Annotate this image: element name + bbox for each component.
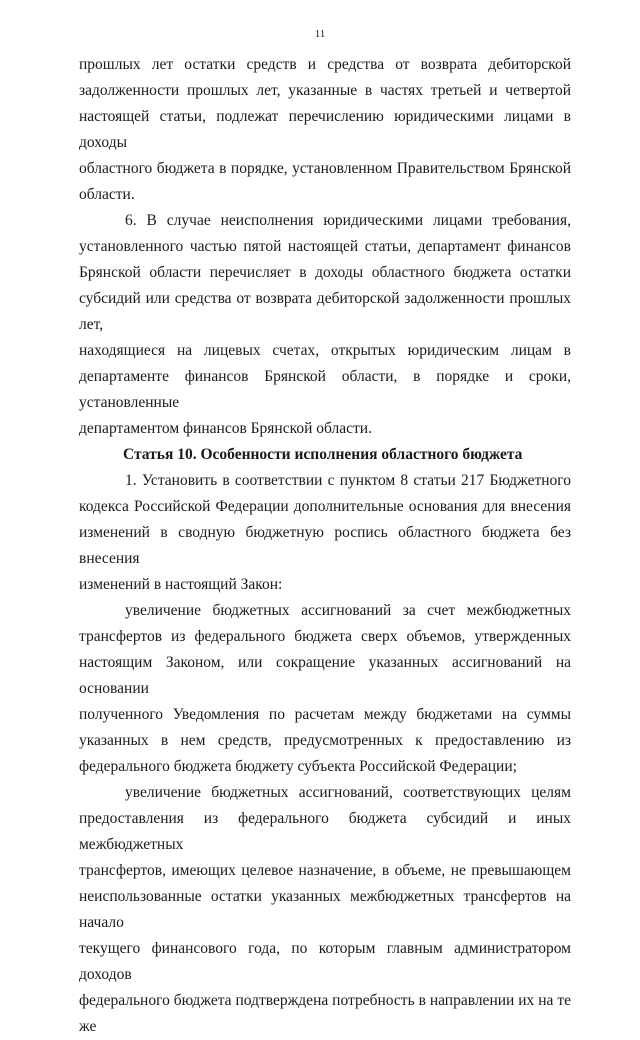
- text-line: находящиеся на лицевых счетах, открытых юридическим лицам в: [79, 342, 571, 359]
- text-line: Брянской области перечисляет в доходы областного бюджета остатки: [79, 264, 571, 281]
- text-line: установленного частью пятой настоящей статьи, департамент финансов: [79, 238, 571, 255]
- text-line: области.: [79, 186, 135, 203]
- text-line: субсидий или средства от возврата дебиторской задолженности прошлых лет,: [79, 290, 571, 333]
- text-line: трансфертов из федерального бюджета сверх объемов, утвержденных: [79, 628, 571, 645]
- text-line: изменений в сводную бюджетную роспись областного бюджета без внесения: [79, 524, 571, 567]
- text-line: предоставления из федерального бюджета субсидий и иных межбюджетных: [79, 810, 571, 853]
- page-number: 11: [314, 28, 326, 40]
- text-line: текущего финансового года, по которым главным администратором доходов: [79, 940, 571, 983]
- paragraph-clause: [79, 780, 571, 1040]
- paragraph-clause: [79, 598, 571, 780]
- text-line: настоящим Законом, или сокращение указанных ассигнований на основании: [79, 654, 571, 697]
- text-line: задолженности прошлых лет, указанные в частях третьей и четвертой: [79, 82, 571, 99]
- text-line: увеличение бюджетных ассигнований за счет межбюджетных: [125, 602, 571, 619]
- text-line: кодекса Российской Федерации дополнительные основания для внесения: [79, 498, 571, 515]
- text-line: неиспользованные остатки указанных межбюджетных трансфертов на начало: [79, 888, 571, 931]
- text-line: полученного Уведомления по расчетам между бюджетами на суммы: [79, 706, 571, 723]
- text-line: департаменте финансов Брянской области, в порядке и сроки, установленные: [79, 368, 571, 411]
- text-line: настоящей статьи, подлежат перечислению юридическими лицами в доходы: [79, 108, 571, 151]
- text-line: изменений в настоящий Закон:: [79, 576, 283, 593]
- text-line: федерального бюджета бюджету субъекта Российской Федерации;: [79, 758, 517, 775]
- paragraph-item-1: [79, 468, 571, 598]
- text-line: увеличение бюджетных ассигнований, соответствующих целям: [125, 784, 571, 801]
- paragraph-continuation: [79, 52, 571, 208]
- text-line: прошлых лет остатки средств и средства от возврата дебиторской: [79, 56, 571, 73]
- article-heading: Статья 10. Особенности исполнения областного бюджета: [123, 446, 523, 463]
- text-line: 6. В случае неисполнения юридическими лицами требования,: [125, 212, 571, 229]
- text-line: трансфертов, имеющих целевое назначение, в объеме, не превышающем: [79, 862, 571, 879]
- text-line: департаментом финансов Брянской области.: [79, 420, 372, 437]
- text-line: федерального бюджета подтверждена потребность в направлении их на те же: [79, 992, 571, 1035]
- text-line: областного бюджета в порядке, установленном Правительством Брянской: [79, 160, 571, 177]
- paragraph-item-6: [79, 208, 571, 442]
- document-body: [79, 52, 571, 1040]
- text-line: указанных в нем средств, предусмотренных к предоставлению из: [79, 732, 571, 749]
- text-line: 1. Установить в соответствии с пунктом 8 статьи 217 Бюджетного: [125, 472, 571, 489]
